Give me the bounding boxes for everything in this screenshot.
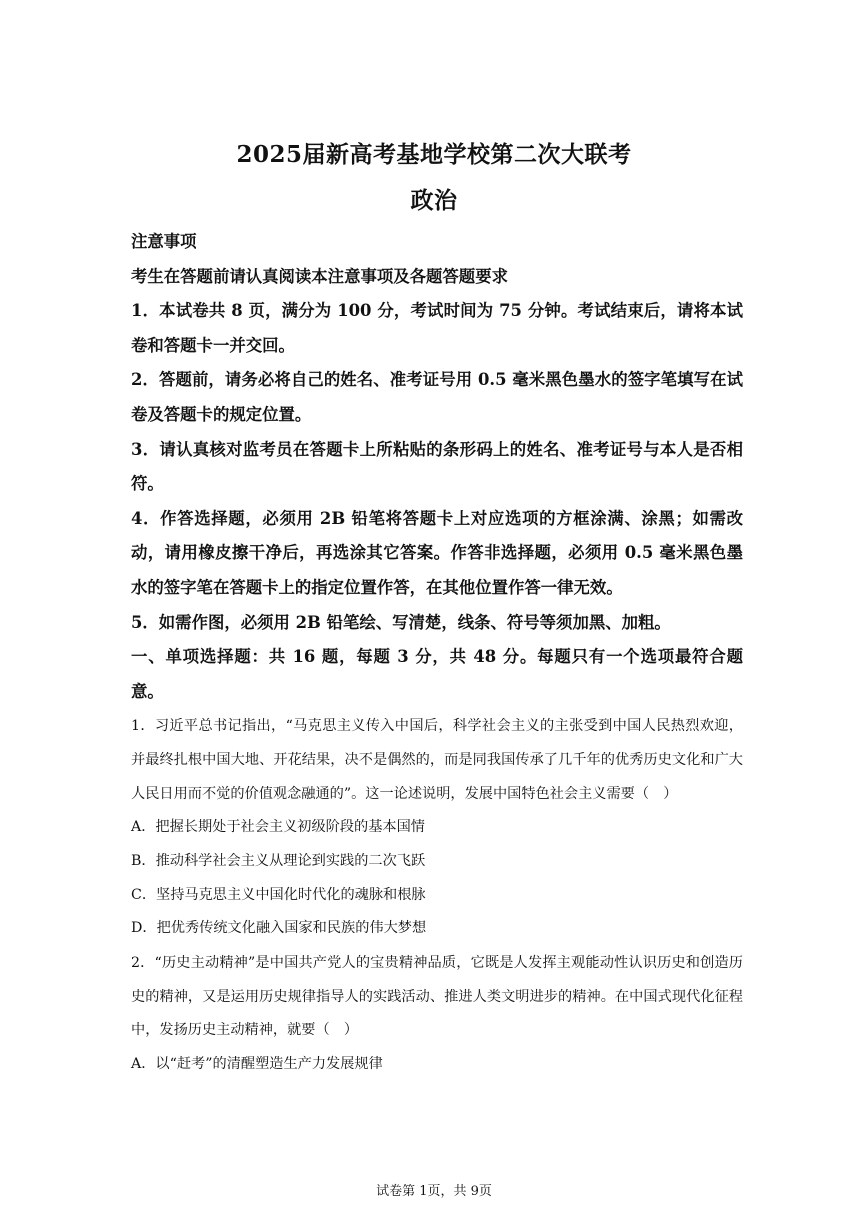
notice-intro: 考生在答题前请认真阅读本注意事项及各题答题要求: [131, 266, 508, 286]
question-2-option-a: A．以“赶考”的清醒塑造生产力发展规律: [131, 1056, 383, 1073]
question-1-stem: 1．习近平总书记指出，“马克思主义传入中国后，科学社会主义的主张受到中国人民热烈欢迎，并最终扎根中国大地、开花结果，决不是偶然的，而是同我国传承了几千年的优秀历史文化和广大人民日用而不觉的价值观念融通的”。这一论述说明，发展中国特色社会主义需要（ ）: [131, 718, 743, 802]
notice-item-3: 3．请认真核对监考员在答题卡上所粘贴的条形码上的姓名、准考证号与本人是否相符。: [131, 439, 743, 494]
notice-heading: 注意事项: [131, 232, 197, 251]
question-1-option-c: C．坚持马克思主义中国化时代化的魂脉和根脉: [131, 886, 426, 903]
notice-item-5: 5．如需作图，必须用 2B 铅笔绘、写清楚，线条、符号等须加黑、加粗。: [131, 612, 671, 632]
page-content: [131, 225, 743, 1082]
notice-item-1: 1．本试卷共 8 页，满分为 100 分，考试时间为 75 分钟。考试结束后，请将本试卷和答题卡一并交回。: [131, 301, 743, 355]
exam-title: 2025届新高考基地学校第二次大联考: [236, 141, 632, 168]
section-heading: 一、单项选择题：共 16 题，每题 3 分，共 48 分。每题只有一个选项最符合题意。: [131, 647, 743, 701]
question-1-option-a: A．把握长期处于社会主义初级阶段的基本国情: [131, 819, 425, 836]
question-1-option-d: D．把优秀传统文化融入国家和民族的伟大梦想: [131, 920, 427, 937]
question-1-option-b: B．推动科学社会主义从理论到实践的二次飞跃: [131, 852, 426, 869]
page-footer: 试卷第 1页，共 9页: [376, 1184, 492, 1199]
notice-item-4: 4．作答选择题，必须用 2B 铅笔将答题卡上对应选项的方框涂满、涂黑；如需改动，请用橡皮擦干净后，再选涂其它答案。作答非选择题，必须用 0.5 毫米黑色墨水的签字笔在答题卡上的指定位置作答，在其他位置作答一律无效。: [131, 508, 743, 597]
subject-title: 政治: [410, 187, 458, 214]
question-2-stem: 2．“历史主动精神”是中国共产党人的宝贵精神品质，它既是人发挥主观能动性认识历史和创造历史的精神，又是运用历史规律指导人的实践活动、推进人类文明进步的精神。在中国式现代化征程中，发扬历史主动精神，就要（ ）: [131, 955, 743, 1039]
notice-item-2: 2．答题前，请务必将自己的姓名、准考证号用 0.5 毫米黑色墨水的签字笔填写在试卷及答题卡的规定位置。: [131, 370, 743, 424]
